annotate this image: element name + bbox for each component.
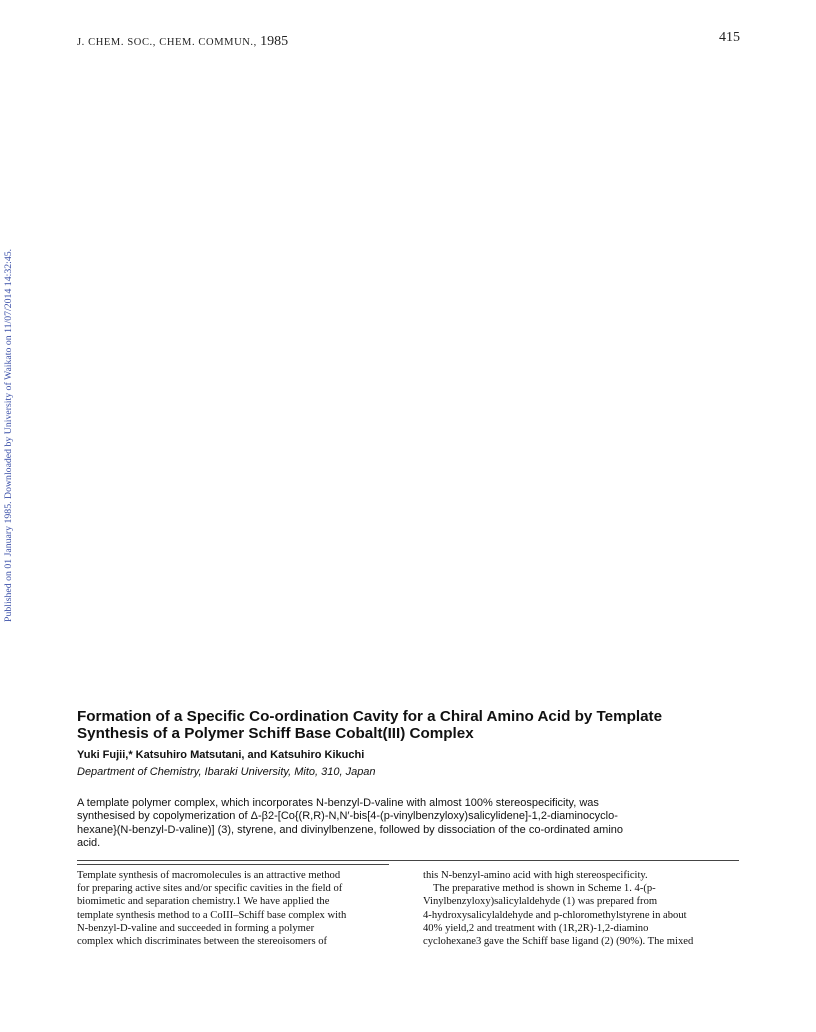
- body-line: Vinylbenzyloxy)salicylaldehyde (1) was prepared from: [423, 896, 658, 908]
- body-line: 40% yield,2 and treatment with (1R,2R)-1,2-diamino: [423, 922, 649, 934]
- section-divider: [77, 860, 739, 861]
- running-header: [77, 34, 288, 50]
- body-line: N-benzyl-D-valine and succeeded in forming a polymer: [77, 922, 315, 934]
- article-affiliation: Department of Chemistry, Ibaraki University, Mito, 310, Japan: [77, 766, 376, 778]
- abstract-line: acid.: [77, 836, 101, 849]
- body-line: biomimetic and separation chemistry.1 We have applied the: [77, 896, 330, 908]
- abstract: [77, 797, 739, 850]
- body-line: this N-benzyl-amino acid with high stereospecificity.: [423, 870, 648, 881]
- abstract-line: synthesised by copolymerization of Δ-β2-[Co{(R,R)-N,N′-bis[4-(p-vinylbenzyloxy)salicylidene]-1,2-diaminocyclo-: [77, 810, 618, 823]
- article-authors: Yuki Fujii,* Katsuhiro Matsutani, and Katsuhiro Kikuchi: [77, 749, 365, 761]
- page-number: 415: [719, 30, 740, 45]
- article-title: Formation of a Specific Co-ordination Cavity for a Chiral Amino Acid by Template Synthesis of a Polymer Schiff Base Cobalt(III) Complex: [77, 708, 663, 742]
- body-line: for preparing active sites and/or specific cavities in the field of: [77, 883, 343, 895]
- column-divider: [77, 864, 389, 865]
- abstract-line: hexane}(N-benzyl-D-valine)] (3), styrene, and divinylbenzene, followed by dissociation of the co-ordinated amino: [77, 823, 624, 836]
- journal-name: J. CHEM. SOC., CHEM. COMMUN.,: [77, 37, 257, 48]
- body-line: cyclohexane3 gave the Schiff base ligand (2) (90%). The mixed: [423, 936, 694, 948]
- body-line: The preparative method is shown in Scheme 1. 4-(p-: [433, 883, 656, 895]
- abstract-line: A template polymer complex, which incorporates N-benzyl-D-valine with almost 100% stereospecificity, was: [77, 797, 599, 809]
- body-line: 4-hydroxysalicylaldehyde and p-chloromethylstyrene in about: [423, 909, 687, 921]
- journal-year: 1985: [260, 34, 289, 49]
- body-line: template synthesis method to a CoIII–Schiff base complex with: [77, 909, 347, 921]
- body-column-left: [77, 869, 391, 948]
- download-notice-text[interactable]: Published on 01 January 1985. Downloaded by University of Waikato on 11/07/2014 14:32:45.: [3, 248, 14, 622]
- body-line: complex which discriminates between the stereoisomers of: [77, 936, 328, 948]
- download-notice[interactable]: [3, 212, 17, 622]
- body-column-right: [423, 869, 737, 948]
- body-line: Template synthesis of macromolecules is an attractive method: [77, 870, 341, 881]
